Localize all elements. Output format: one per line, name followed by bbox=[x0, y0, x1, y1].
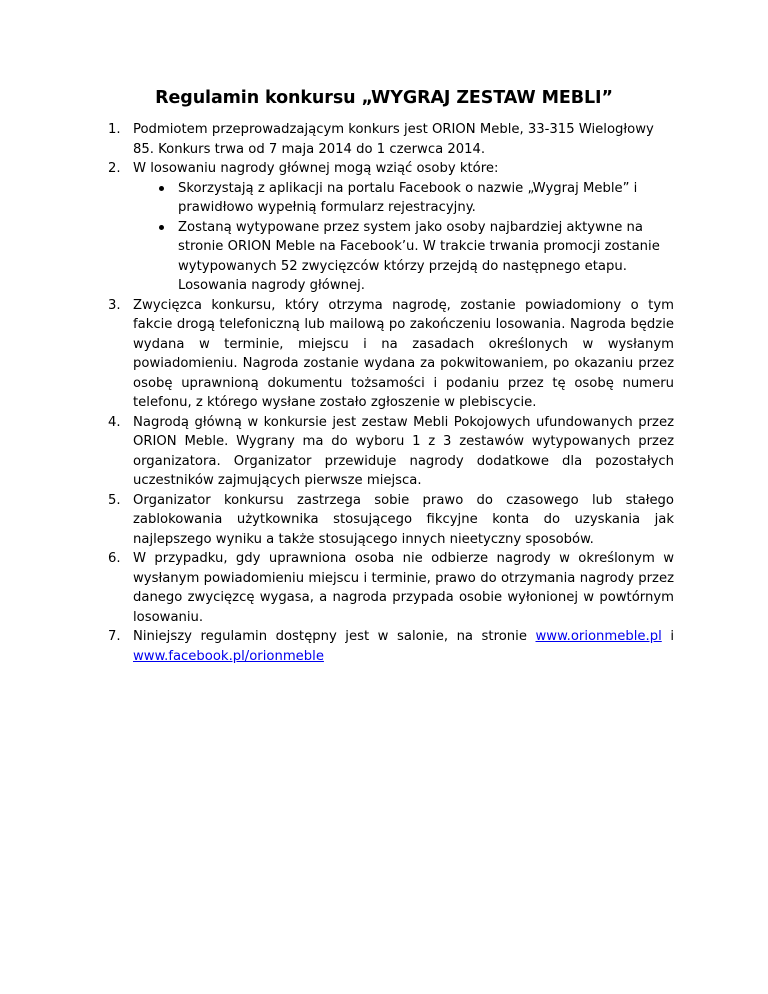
rule-item-6 bbox=[108, 549, 674, 627]
rule-text: Organizator konkursu zastrzega sobie prawo do czasowego lub stałego zablokowania użytkownika stosującego fikcyjne konta do uzyskania jak najlepszego wyniku a także stosującego innych nieetyczny sposobów. bbox=[133, 492, 674, 547]
document-title: Regulamin konkursu „WYGRAJ ZESTAW MEBLI” bbox=[155, 88, 613, 108]
bullet-icon bbox=[159, 225, 164, 230]
rule-item-2 bbox=[108, 159, 674, 296]
rule-text: Nagrodą główną w konkursie jest zestaw Mebli Pokojowych ufundowanych przez ORION Meble. Wygrany ma do wyboru 1 z 3 zestawów wytypowanych przez organizatora. Organizator przewiduje nagrody dodatkowe dla pozostałych uczestników zajmujących pierwsze miejsca. bbox=[133, 414, 674, 488]
rule-text: W przypadku, gdy uprawniona osoba nie odbierze nagrody w określonym w wysłanym powiadomieniu miejscu i terminie, prawo do otrzymania nagrody przez danego zwycięzcę wygasa, a nagroda przypada osobie wyłonionej w powtórnym losowaniu. bbox=[133, 551, 674, 625]
rule-item-7 bbox=[108, 627, 674, 666]
rule-number: 6. bbox=[108, 551, 121, 566]
rule-text-before: Niniejszy regulamin dostępny jest w salonie, na stronie bbox=[133, 629, 527, 644]
rule-item-4 bbox=[108, 413, 674, 491]
rule-text: Zwycięzca konkursu, który otrzyma nagrodę, zostanie powiadomiony o tym fakcie drogą telefoniczną lub mailową po zakończeniu losowania. Nagroda będzie wydana w terminie, miejscu i na zasadach określonych w wysłanym powiadomieniu. Nagroda zostanie wydana za pokwitowaniem, po okazaniu przez osobę uprawnioną dokumentu tożsamości i podaniu przez tę osobę numeru telefonu, z którego wysłane zostało zgłoszenie w plebiscycie. bbox=[133, 297, 674, 410]
rule-number: 1. bbox=[108, 122, 121, 137]
bullet-text: Skorzystają z aplikacji na portalu Facebook o nazwie „Wygraj Meble” i prawidłowo wypełnią formularz rejestracyjny. bbox=[178, 180, 638, 215]
facebook-orionmeble-link[interactable]: www.facebook.pl/orionmeble bbox=[133, 648, 324, 664]
bullet-list bbox=[133, 179, 674, 296]
rule-number: 7. bbox=[108, 629, 121, 644]
rule-text: W losowaniu nagrody głównej mogą wziąć osoby które: bbox=[133, 161, 499, 176]
rule-text: Podmiotem przeprowadzającym konkurs jest ORION Meble, 33-315 Wielogłowy 85. Konkurs trwa od 7 maja 2014 do 1 czerwca 2014. bbox=[133, 122, 654, 157]
rule-item-3 bbox=[108, 296, 674, 413]
rule-item-1 bbox=[108, 120, 674, 159]
rule-number: 3. bbox=[108, 297, 121, 313]
orionmeble-link[interactable]: www.orionmeble.pl bbox=[535, 629, 662, 644]
rule-item-5 bbox=[108, 491, 674, 550]
bullet-item bbox=[133, 179, 674, 218]
rules-list bbox=[108, 120, 674, 666]
bullet-text: Zostaną wytypowane przez system jako osoby najbardziej aktywne na stronie ORION Meble na Facebook’u. W trakcie trwania promocji zostanie wytypowanych 52 zwycięzców którzy przejdą do następnego etapu. Losowania nagrody głównej. bbox=[178, 219, 660, 293]
bullet-item bbox=[133, 218, 674, 296]
rule-text-with-links bbox=[133, 627, 674, 666]
rule-number: 4. bbox=[108, 414, 121, 430]
rule-number: 5. bbox=[108, 492, 121, 508]
rule-text-between: i bbox=[670, 629, 674, 644]
bullet-icon bbox=[159, 186, 164, 191]
rule-number: 2. bbox=[108, 161, 121, 176]
